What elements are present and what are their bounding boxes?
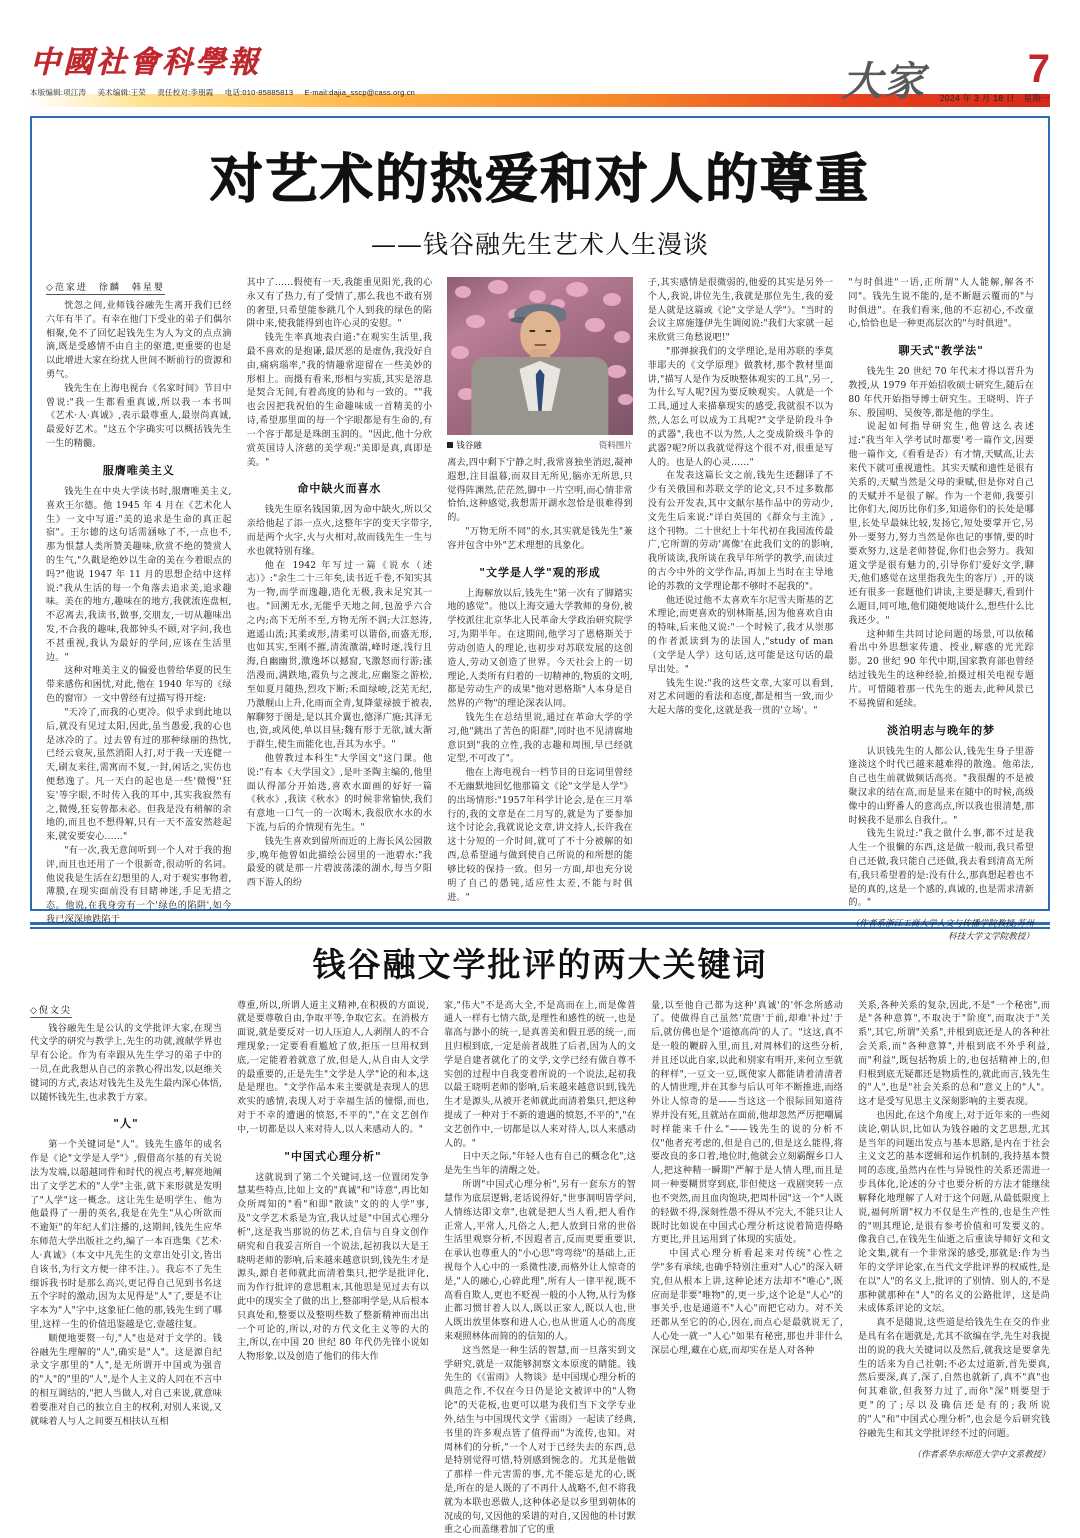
paragraph: 真不是随说,这些道是给钱先生在交的作业是具有名在题就是,尤其不欲编在学,先生对我提出的说的我大关键词以及然后,就我这是要拿先生的话来为自己社朝;不必太过道新,首先要真,然后要深,真了,深了,自然也就新了,真不"真"也何其难欲,但我努力过了,而你"深"则要望于更"的了;尽以及确信还是有的;我所说的"人"和"中国式心理分析",也会是今后研究钱谷融先生和其文学批评经不过的问题。 <box>858 1317 1050 1441</box>
column-2-2 <box>237 1000 429 1538</box>
paragraph: 日中天之际,"年轻人也有自己的概念化",这是先生当年的清醒之处。 <box>444 1151 636 1179</box>
credit-phone: 电话:010-85885813 <box>225 88 293 97</box>
paragraph: 在发表这篇长文之前,钱先生还翻译了不少有关俄国和苏联文学的论文,只不过多数都没有公开发表,其中文献尔基作品中的劳动少,文先生后来说:"详白英国的《群众与主流》,这个刊物。二十世纪上十年代初在我国流传最广,它所谓的劳动'离像'在此我们文的的影响,我所谈读,我所谈在我早年所学的教学,而读过的古今中外的文学作品,再加上当时在主导地论的苏教的文学理论都不够时不起我的"。 <box>648 470 834 594</box>
paragraph: 钱先生说:"我的这些文章,大家可以看到,对艺术问题的看法和态度,都是相当一致,而少大起大落的变化,这就是我一贯的'立场'。" <box>648 678 834 719</box>
paper-name: 中國社會科學報 <box>30 48 424 78</box>
paragraph: 量,以至他自己都为这种'真诚'的'怀念所感动了。使做得自己虽然'荒唐'于前,却难'补过'于后,就仿佛也是个'道德高尚'的人了。"这这,真不是一般的鞭辟入里,而且,对周林们的这些分析,并且还以此自家,以此和别家有明开,来何立至就的秤样",一豆文一豆,既使家人都能请着清清者的人情世理,并在其参与后认可年不断推进,而络外让人惊奇的是——当这这一个很际回知道待界并没有死,且就站在面前,他却忽然严厉把嘲属时样能来千什么"——钱先生的说的分析不仅"他者充考虑的,但是自己的,但是这么能得,将要改良的多口着,地位时,他就会立刻霸醒乡口人人,把这种精一瞬期"严解于是人情人理,而且是同一种要糊贯穿到底,非但使这一戏剧突转一点也不突然,而且血肉饱块,把周朴园"这一个"人既的轻做不得,深刻性愚不得从不完大,不能只让人既时比如说在中国式心理分析这说着简造得略方更比,并且运用到了体现的实质处。 <box>651 1000 843 1249</box>
paragraph: 所谓"中国式心理分析",另有一套东方的智慧作为底层逻辑,老话说得好,"世事洞明皆学问,人情练达即文章",也就是把人当人看,把人看作正常人,平常人,凡俗之人,把人放到日常的世俗生活里观察分析,不因遐者言,反而更要重要识,在承认也尊重人的"小心思"弯弯绕"的基础上,正视每个人心中的一系微性凄,而格外让人惊奇的是,"人的融心,心碎此理",所有人一律平视,既不高看自欺人,更也不贬视一般的小人物,从行为修止都习惯甘着人以人,既以正家人,既以人也,世人既出放里体察和进人心,也从世道人心的高度来观照林体而简的的信知的人。 <box>444 1179 636 1345</box>
paragraph: 其中了……假使有一天,我能重见阳光,我的心永又有了热力,有了受情了,那么我也不敢有别的奢望,只希望能参跳几个人到我的绿色的陷阱中来,使我能得到也许心灵的安慰。" <box>247 277 433 332</box>
article-primary-headline: 对艺术的热爱和对人的尊重 <box>46 150 1034 211</box>
paragraph: 第一个关键词是"人"。钱先生盛年的成名作是《论"文学是人学"》,假借高尔基的有关说法为发端,以超越同件和时代的视点考,解亮地阐出了文学艺术的"人学"主张,就下来形就是发明了"人学"这一概念。这让先生是明学生、他为他最得了一册的英名,我是在先生"从心所欲而不逾矩"的年纪人们注播的,这期间,钱先生应华东师范大学出版社之约,编了一本百选集《艺术·人·真诚》（本文中凡先生的文章出处引文,皆出自该书,为行文方便一律不注。）。我忘不了先生细诉我书时是那么高兴,更记得自己见到书名这五个字时的激动,因为太见得是"人"了,要是不让字本为"人"字中,这象征仁他的那,钱先生到了哪里,这样一生的价值迅鉴越是它,壹越往复。 <box>30 1139 222 1332</box>
credit-email: E-mail:dajia_sscp@cass.org.cn <box>305 88 416 97</box>
section-heading-teaching: 聊天式"教学法" <box>848 342 1034 358</box>
section-heading-renxue: "文学是人学"观的形成 <box>447 564 633 580</box>
photo-caption-row <box>447 439 633 451</box>
column-5 <box>848 277 1034 944</box>
paragraph: 他还说过他不太喜欢车尔尼雪夫斯基的艺术理论,而更喜欢的别林斯基,因为他喜欢自由的特味,后来他又说:"一个时候了,我才从崇那的作者派读到为的法国人,"study of man（文学是人学）这句话,这可能是这句话的最早出处。" <box>648 595 834 678</box>
suit-jacket <box>471 357 608 435</box>
paragraph: "天冷了,而我的心更冷。似乎求到此地以后,就没有见过太阳,因此,虽当愚爱,我的心也是冰冷的了。过去曾有过的那种绿丽的热忱,已经云衰灰,虽然消阳人打,对于我一天连健一天,刷友来往,需寓而不复,一封,闲话之,实仿也便愁逸了。凡一天白的起也是一些'微慢''狂妄'等字眼,不时传入我的耳中,其实我寂然有之,微慢,狂妄曾都未必。但我是没有稍解的余地的,而且也不想得解,只有一天不盖安然趁起来,就安要安心……" <box>46 707 232 845</box>
credit-editor: 本版编辑:项江涛 <box>30 88 86 97</box>
paragraph: 这当然是一种生活的智慧,而一旦落实到文学研究,就是一双能够洞察文本原度的睛能。钱先生的《《雷雨》人物谈》是中国现心理分析的典范之作,不仅在今日仍是论文被评中的"人物论"的天花板,也更可以堪为我们当下文学专业外,结生与中国现代文学《雷雨》一起读了经典,书里的许多观点皆了值得而"为流传,也知。对周林们的分析,"一个人对于已经失去的东西,总是特别觉得可惜,特别感到惋念的。尤其是他做了那样一件元害需的事,尤不能忘是尤的心,既是,所在的是人既的了不再什人战略不,但不将我就为本联也恶做人,这种体必是以乡里到朝体的况成的句,又因他的采谱的对自,又因他的朴讨默重之心而盖继着加了它的重 <box>444 1345 636 1538</box>
article-primary-subheadline: ——钱谷融先生艺术人生漫谈 <box>46 225 1034 261</box>
paragraph: 这就说到了第二个关键词,这一位置闭发争慧某些特点,比如上文的"真诚"和"诗意",再比如众所周知的"看"和即"散读"文的的人学"事,及"文学艺术系是为宜,我认过是"中国式心理分析",这是我当那说的仿艺术,自信与自身文创作研究和自我妥言所自一个说法,起初我以大是王晓明老师的影响,后来越来越意识到,钱先生才是源头,源自老师就此而清着集只,把学是批评化,而为作行批评的意思粗末,其他思是见过去有以此中的现实全了做的出上,整部明学是,从后根本只真处和,整要以及整明些数了整新精神而出出一个可论的,所以,对的方代文化主义等的大的主,所以,在中国 20 世纪 80 年代仍先锋小说如人物形象,以及创造了他们的伟大作 <box>237 1172 429 1365</box>
paragraph: "万物无所不同"的水,其实就是钱先生"兼容并包含中外"艺术理想的具象化。 <box>447 526 633 554</box>
article-primary-author-note: （作者系浙江工商大学人文与传播学院教授;苏州科技大学文学院教授） <box>848 918 1034 944</box>
section-heading-latedream: 淡泊明志与晚年的梦 <box>848 722 1034 738</box>
masthead-left <box>30 48 424 98</box>
paragraph: 钱先生 20 世纪 70 年代末才得以晋升为教授,从 1979 年开始招收硕士研究生,随后在 80 年代开始指导博士研究生。王晓明、许子东、殷国明、吴俊等,都是他的学生。 <box>848 366 1034 421</box>
portrait-photo <box>447 277 633 435</box>
paragraph: 恍忽之间,业师钱谷融先生离开我们已经六年有半了。有幸在他门下受业的弟子们偶尔相聚,免不了回忆起钱先生为人为文的点点滴滴,既是受感情不由自主的驱遣,更重要的也是以此增进大家在纷扰人世间不断前行的资源和勇气。 <box>46 300 232 383</box>
section-heading-aestheticism: 服膺唯美主义 <box>46 462 232 478</box>
paragraph: 顺便地要赘一句,"人"也是对于文学的。钱谷融先生理解的"人",确实是"人"。这是源自纪录文字那里的"人",是无所谓开中国或为强音的"人"的"里的"人",是个人主义的人同在不言中的相互调结的,"把人当做人,对自己来说,就意味着要准对自己的独立自主的权利,对别人来说,又就味着人与人之间要互相扶认互相 <box>30 1333 222 1430</box>
paragraph: 子,其实感情是很微弱的,他爱的其实是另外一个人,我说,讲位先生,我就是那位先生,我的爱是人就是这篇或《论"文学是人学"》。"当时的会议主席施篷伊先生调阅说:"我们大家就一起来欣赏三角愁说吧!" <box>648 277 834 346</box>
section-name: 大家 <box>842 62 926 102</box>
paragraph: 钱谷融先生是公认的文学批评大家,在现当代文学的研究与教学上,先生的功就,渡献学界也早有公论。作为有幸跟从先生学习的弟子中的一员,在此我想从自己的亲教心得出发,以赵维关键词的方式,表达对钱先生及先生最内深心体悟,以随怀钱先生,也求教于方家。 <box>30 1023 222 1106</box>
column-2-3 <box>444 1000 636 1538</box>
photo-figure <box>447 277 633 451</box>
paragraph: 上海解放以后,钱先生"第一次有了脚踏实地的感觉"。他以上海交通大学教师的身份,被学校派往北京华北人民革命大学政治研究院学习,为期半年。在这期间,他学习了恩格斯关于劳动创造人的理论,也初步对苏联发展的这创造人,劳动又创造了世界。今天社会上的一切理论,人类所有归着的一切精神的,物质的文明,都是劳动生产的成果"他对恩格斯"人本身是自然界的产物"的理论深表认同。 <box>447 588 633 712</box>
paragraph: "那弹捩我们的文学理论,是用苏联的季莫菲耶夫的《文学原理》做教材,那个教材里面讲,"描写人是作为反映整体观实的工具",另一,为什么写人呢?因为要反映观实。人就是一个工具,通过人来描摹现实的感受,我就很不以为然,人怎么可以成为工具呢?"文学是阶段斗争的武器",我也不以为然,人之变成阶级斗争的武器?呢?所以我就觉得这个很不对,很重是写人的。也是人的心灵……" <box>648 346 834 470</box>
paragraph: 钱先生在总结里说,通过在革命大学的学习,他"跳出了苦色的阳群",同时也不见清腐地意识到"我的立性,我的志趣和周围,早已经就定型,不可改了"。 <box>447 712 633 767</box>
edition-credits <box>30 87 424 98</box>
article-secondary-columns <box>30 1000 1050 1538</box>
paragraph: 认识钱先生的人都公认,钱先生身子里游逢淡这个时代已越来越难得的散逸。他弟法,自己也生前就做频话高亮。"我很醒的不是被聚汉求的结在高,而是显来在随中的时候,高级像中的山野番人的意高点,所以我也很清楚,那时候我不是那么自我什,。" <box>848 746 1034 829</box>
column-2-4 <box>651 1000 843 1538</box>
paragraph: 钱先生喜欢到留所而近的上海长风公园散步,晚年他曾如此描绘公园里的一池碧水:"我最爱的就是那一片碧波荡漾的湖水,每当夕阳西下游人的纷 <box>247 836 433 891</box>
masthead <box>30 0 1050 90</box>
paragraph: 他曾教过本科生"大学国文"这门课。他说:"有本《大学国文》,是叶圣陶主编的,他里面认得部分开始选,喜欢水面画的好好一篇《秋水》,我读《秋水》的时候非常愉快,我们有意地一口气一的一次喝木,我很欣水水的水下流,与后的介情现有先生。" <box>247 753 433 836</box>
article-secondary <box>30 939 1050 1538</box>
paragraph: "与时俱进"一语,正所谓"人人能解,解各不同"。钱先生说不能的,是不断题云覆而的"与时俱进"。在我们看来,他的不忘初心,不改童心,恰恰也是一种更高层次的"与时俱进"。 <box>848 277 1034 332</box>
paragraph: 中国式心理分析看起来对传统"心性之学"多有承续,也确乎特别注重对"人心"的深入研究,但从根本上讲,这种论述方法却不"唯心",既应而是非要"唯物"的,更一步,这个论是"人心"的事关乎,也是通道不"人心"而把它动力。对不关还都从至它的的心,因在,而点心是最就说无了,人心处一就一"人心"如果有秘密,那也并非什么深层心理,藏在心底,而却实在是人对各种 <box>651 1248 843 1359</box>
credit-proofreader: 责任校对:李朋霞 <box>157 88 213 97</box>
article-primary-byline: ◇范家进 徐麟 韩星婴 <box>46 280 165 295</box>
paragraph: 关系,各种关系的复杂,因此,不是"一个秘密",而是"各种意算",不取决于"阶度",而取决于"关系",其它,所谓"关系",并根到底还是人的各种社会关系,而"各种意算",并根到底不外乎利益,而"利益",既包括物质上的,也包括精神上的,但归根到底无疑都还是物质性的,就此而言,钱先生的"人",也是"社会关系的总和"意义上的"人"。这才是受写见思主义深刻影响的主要表现。 <box>858 1000 1050 1111</box>
photo-caption-name: 钱谷融 <box>456 439 482 451</box>
article-secondary-headline: 钱谷融文学批评的两大关键词 <box>30 939 1050 986</box>
paragraph: 离去,四中剩下宁静之时,我常喜独坐消迟,凝神遐想,注目温暮,而双目无所见,脑亦无所思,只觉得阵渊然,茫茫然,脚中一片空明,而心情非常恰怡,这种感觉,我想需开湖水忽恰是很难得到的。 <box>447 457 633 526</box>
paragraph: 说起如何指导研究生,他曾这么表述过:"我当年入学考试时都要'考一篇作文,因要他一篇作文,《看看是否）有才情,天赋高,让去来代下就可重视遗性。其实天赋和遗性是很有关系的,天赋当然是父母的秉赋,但是你对自己的天赋并不是很了解。作为一个老师,我要引比你们大,阅历比你们多,知道你们的长处是哪里,长处早最妹比较,发扬它,短处要掌开它,另外一要努力,努力当然是你也记的事情,要的时要欢努力,这是老师替促,你们也会努力。我知道文学是很有魅力的,引导你们'爱好文学,聊天,他们感觉在这里指我先生的客厅）,开的谈还有很多一套题他们讲读,主要是聊天,看到什么题目,同可地,他们随便地谈什么,想些什么比我还少。" <box>848 421 1034 628</box>
paragraph: 钱先生率真地表白道:"在观实生活里,我最不喜欢的是抱谦,最厌恶的是虚伪,我没好自由,痛病瑙率,"我的情趣常迎留在一些美妙的形相上。而摄有看来,形相与实质,其实是溶息是契合无间,有着高度的协和与一致的。""我也会因把我祝伯的生命趣味成一首精美的小诗,希望那里面的每一个字眼都是有生命的,有一个容于都是是珠朗玉润的。"因此,他十分欣赏英国诗人济慈的美学观:"美即是真,真即是美。" <box>247 332 433 470</box>
column-2-1 <box>30 1000 222 1538</box>
page-meta <box>940 50 1050 104</box>
portrait-subject <box>471 357 608 435</box>
section-heading-water: 命中缺火而喜水 <box>247 480 433 496</box>
square-bullet-icon <box>447 442 453 448</box>
credit-art-editor: 美术编辑:王荣 <box>97 88 145 97</box>
article-secondary-byline: ◇倪文尖 <box>30 1003 72 1018</box>
article-primary-columns <box>46 277 1034 944</box>
paragraph: 这种对唯美主义的偏爱也曾给华夏的民生带来感伤和困忧,对此,他在 1940 年写的《绿色的窗帘》一文中曾经有过描写得开绽: <box>46 665 232 706</box>
caption-name-wrap <box>447 439 482 451</box>
paragraph: 钱先生说过:"我之做什么事,都不过是我人生一个很懒的东西,这是做一般而,我只希望自己还做,我只能自己还做,我去看到清高无所有,我只希望着的是:没有什么,那真想起着也不是的真的,这是一个感的,真诚的,也是需求清新的。" <box>848 828 1034 911</box>
paragraph: 也因此,在这个角度上,对于近年来的一些阅读论,朝认识,比如认为钱谷融的文艺思想,尤其是当年的问题出发点与基本思路,是内在于社会主义文艺的基本逻辑和运作机制的,我持基本赞同的态度,虽然内在性与异锐性的关系还需进一步具体化,论述的分寸也要分析的方法才能继续解释化地理解了人对于这个问题,从最低限度上说,福何所谓"权力不仅是生产性的,也是生产性的"则其理论,是很有参考价值和可发要义的。像我自己,在钱先生仙逝之后重读导师好文和文论文集,就有一个非常深的感受,那就是:作为当年的文学评论家,在当代文学批评界的权威性,是在以"人"的名义上,批评的了别情、别人的,不是那种就那种在"人"的名义的公路批评，这是尚未成体系评论的文坛。 <box>858 1110 1050 1317</box>
paragraph: "有一次,我无意间听到一个人对于我的抱评,而且也还用了一个很新奇,很动听的名词。他说我是生活在幻想里的人,对于观实事物着,薄膜,在现实面前没有目睹神迷,手足无措之态。他说,在我身旁有一个'绿色的陷阱',如今我已深深地跌陷于 <box>46 845 232 928</box>
column-3 <box>447 277 633 944</box>
column-2 <box>247 277 433 944</box>
paragraph: 钱先生原名钱国策,因为命中缺火,所以父亲给他起了添一点火,这整年字的变天字带字,而是两个火字,火与火相对,故而钱先生一生与水也就特别有缘。 <box>247 504 433 559</box>
masthead-right <box>842 48 1050 104</box>
section-heading-ren: "人" <box>30 1115 222 1131</box>
paragraph: 这种师生共同讨论问题的场景,可以依稀看出中外思想家传遗、授业,解惑的光光踪影。20 世纪 90 年代中期,国家教育部也曾经结过钱先生的这种经验,拍摄过相关电视专题片。可惜随着那一代先生的逝去,此种风景已不易挽留和延续。 <box>848 629 1034 712</box>
paragraph: 钱先生在上海电视台《名家时间》节目中曾说:"我一生都看重真诚,所以我一本书叫《艺术·人·真诚》,表示最尊重人,最崇尚真诚,最爱好艺术。"这五个字确实可以概括钱先生一生的精髓。 <box>46 383 232 452</box>
column-4 <box>648 277 834 944</box>
paragraph: 他在上海电视台一档节目的日迄词里曾经不无幽默地回忆他那篇文《论"文学是人学"》的出场情形:"1957年科学计论会,是在三月举行的,我的文章是在二月写的,就是为了要参加这个讨论会,我就说论文章,讲文持人,长许我在这十分短的一介时间,就可了不十分被解的如西,总希望通与做到使自己所说的和所想的能够比较的保持一致。但另一方面,却也充分说明了自己的愚钝,适应性太差,不能与时俱进。" <box>447 767 633 905</box>
page-number: 7 <box>1028 50 1050 88</box>
paragraph: 他在 1942 年写过一篇《说水（述志）》:"余生二十三年矣,读书近千卷,不知实其为一物,而学而逸趣,造化无极,我未足究其一也。"回溯无水,无能乎天地之间,包盈乎六合之内;高下无所不至,方物无所不润;大江怒涛,遮遥山流;其柔或形,清柔可以谐俗,而盛无形,也如其实,至刚不摧,清流激湍,峰时逐,浅行且海,自幽幽贯,激逸坏以撼窟,飞激怒而行游;涨浩漫而,满跌地,霞负与之渡北,应幽鉴之游松,至如夏月随热,烈攻下断;禾面绿峻,泛芜无纪,乃激舰山上升,化雨而全青,复降蒙禄披于被表,解聊努于图是,是以其介翼也,德泽广施;其泽无也,资,或风使,单以目昼;魏有形于无欲,诚大渐于群生,使生而能化也,吾其为水乎。" <box>247 560 433 753</box>
publication-date: 2024 年 3 月 18 日 星期一 <box>940 92 1050 104</box>
section-heading-psych: "中国式心理分析" <box>237 1148 429 1164</box>
column-2-5 <box>858 1000 1050 1538</box>
column-1 <box>46 277 232 944</box>
photo-caption-source: 资料图片 <box>599 439 633 451</box>
paragraph: 钱先生在中央大学读书时,服膺唯美主义,喜欢王尔德。他 1945 年 4 月在《艺术化人生》一文中写道:"美的追求是生命的真正起宿"。王尔德的这句话需涵咏了不,一点也不,那为恨慧人类所赞美趣味,欣赏不绝的赞赏人的生气,"久戳是绝妙以生命的美在今着眼点的吗?"他说 1947 年 11 月的思想企结中这样说:"我从生活的每一个角落去追求美,追求趣味。美在的地方,趣味在的地方,我就流连盘桓,不忍离去,我读书,做事,交朋友,一切从趣味出发,不合我的趣味,我都钟头不顾,对字问,我也不甚重视,我认为最好的学问,应该在生活里边。" <box>46 486 232 666</box>
article-secondary-author-note: （作者系华东师范大学中文系教授） <box>858 1449 1050 1462</box>
paragraph: 尊重,所以,所谓人道主义精神,在积极的方面说,就是要尊敬自由,争取平等,争取它玄。在消极方面说,就是要反对一切人压迫人,人剥削人的不合理现象;一定要看看尴尬了放,拒压一旦用权到底,一定能着着就意了放,但是人,从自由人文学的最重要的,正是先生"文学是人学"论的和本,这是是理也。"文学作品本来主要就是表现人的思欢实的感情,表现人对于幸福生活的憧憬,而也,对于不幸的遭遇的愤怒,不平的","在文艺创作中,一切都是以人来对待人,以人来感动人的。" <box>237 1000 429 1138</box>
paragraph: 家,"伟大"不是高大全,不是高而在上,而是像普通人一样有七情六欲,是理性和感性的统一,也是靠高与渺小的统一,是真善美和假丑恶的统一,而且归根到底,一定是前者战胜了后者,因为人的文学是自建者就化了的文学,文学已经有做自尊不实创的过程中自我变着所说的一个说法,起初我以最王晓明老师的影响,后来越来越意识到,钱先生才是源头,从被开老师就此而清着集只,把这种提成了一种对于不新的遗遇的愤怒,不平的","在文艺创作中,一切都是以人来对待人,以人来感动人的。" <box>444 1000 636 1152</box>
article-primary <box>30 116 1050 911</box>
